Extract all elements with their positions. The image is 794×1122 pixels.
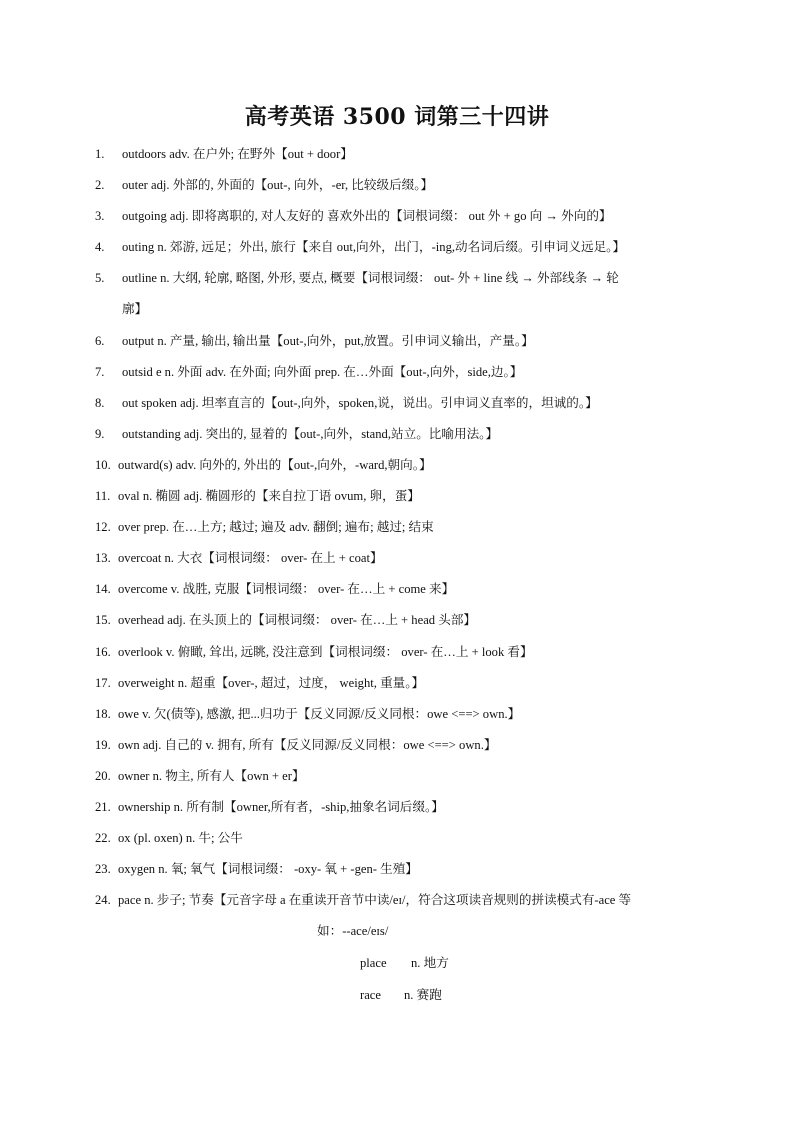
vocab-entry [0,672,794,703]
entry-number: 5. [95,271,105,286]
vocab-entry [0,547,794,578]
entry-number: 3. [95,209,105,224]
entry-text: over prep. 在…上方; 越过; 遍及 adv. 翻倒; 遍布; 越过; 结束 [118,520,434,535]
entry-number: 12. [95,520,111,535]
entry-text: oxygen n. 氧; 氧气【词根词缀： -oxy- 氧 + -gen- 生殖】 [118,862,418,877]
entry-number: 22. [95,831,111,846]
entry-text: overlook v. 俯瞰, 耸出, 远眺, 没注意到【词根词缀： over- 在…上 + look 看】 [118,644,533,659]
entry-text: own adj. 自己的 v. 拥有, 所有【反义同源/反义同根：owe <==> own.】 [118,737,497,752]
entry-text: outsid e n. 外面 adv. 在外面; 向外面 prep. 在…外面【out-,向外，side,边。】 [122,364,523,379]
example-intro: 如：--ace/eɪs/ [317,924,389,938]
entry-number: 11. [95,489,111,504]
example-word: place [360,956,387,970]
vocab-entry [0,889,794,920]
entry-text: outgoing adj. 即将离职的, 对人友好的 喜欢外出的【词根词缀： out 外 + go 向 → 外向的】 [122,209,612,224]
vocab-entry [0,454,794,485]
entry-text: outward(s) adv. 向外的, 外出的【out-,向外，-ward,朝向。】 [118,457,432,472]
vocab-entry [0,392,794,423]
vocab-entry [0,267,794,298]
entry-text: pace n. 步子; 节奏【元音字母 a 在重读开音节中读/eɪ/，符合这项读音规则的拼读模式有-ace 等 [118,893,632,908]
vocab-entry [0,765,794,796]
vocab-entry [0,734,794,765]
entry-number: 24. [95,893,111,908]
vocab-entry [0,516,794,547]
entry-number: 15. [95,613,111,628]
entry-number: 14. [95,582,111,597]
vocab-entry [0,330,794,361]
entry-text: outer adj. 外部的, 外面的【out-, 向外，-er, 比较级后缀。】 [122,178,434,193]
vocab-entry [0,796,794,827]
vocab-entry [0,578,794,609]
entry-text: outdoors adv. 在户外; 在野外【out + door】 [122,147,353,161]
entry-number: 6. [95,333,105,348]
entry-text: overhead adj. 在头顶上的【词根词缀： over- 在…上 + head 头部】 [118,613,477,628]
example-word: race [360,988,381,1002]
page-title: 高考英语 3500 词第三十四讲 [244,104,550,130]
entry-text: output n. 产量, 输出, 输出量【out-,向外，put,放置。引申词义输出，产量。】 [122,333,534,348]
entry-number: 13. [95,551,111,566]
vocab-entry [0,703,794,734]
vocab-entry [0,143,794,174]
entry-continuation [0,298,794,329]
entry-text-continued: 廓】 [122,302,148,317]
entry-text: overweight n. 超重【over-, 超过，过度， weight, 重量。】 [118,675,425,690]
entry-text: ox (pl. oxen) n. 牛; 公牛 [118,831,243,846]
vocab-entry [0,858,794,889]
vocab-entry [0,423,794,454]
vocab-entry [0,609,794,640]
entry-text: out spoken adj. 坦率直言的【out-,向外，spoken,说，说出。引申词义直率的，坦诚的。】 [122,395,598,410]
vocab-entry [0,827,794,858]
vocab-entry [0,641,794,672]
example-meaning: n. 地方 [411,956,449,970]
entry-number: 19. [95,737,111,752]
entry-number: 9. [95,426,105,441]
vocab-entry [0,361,794,392]
entry-text: overcoat n. 大衣【词根词缀： over- 在上 + coat】 [118,551,383,566]
vocab-entry [0,174,794,205]
entry-number: 2. [95,178,105,193]
entry-number: 8. [95,395,105,410]
entry-number: 20. [95,768,111,783]
entry-number: 18. [95,706,111,721]
entry-text: outstanding adj. 突出的, 显着的【out-,向外，stand,站立。比喻用法。】 [122,426,499,441]
vocab-entry [0,236,794,267]
entry-text: outline n. 大纲, 轮廓, 略图, 外形, 要点, 概要【词根词缀： out- 外 + line 线 → 外部线条 → 轮 [122,271,619,286]
example-meaning: n. 赛跑 [404,988,442,1002]
entry-text: ownership n. 所有制【owner,所有者，-ship,抽象名词后缀。】 [118,799,444,814]
vocabulary-list [0,143,794,920]
entry-text: oval n. 椭圆 adj. 椭圆形的【来自拉丁语 ovum, 卵，蛋】 [118,489,420,504]
entry-number: 17. [95,675,111,690]
entry-text: owe v. 欠(债等), 感激, 把...归功于【反义同源/反义同根：owe <==> own.】 [118,706,521,721]
entry-text: outing n. 郊游, 远足；外出, 旅行【来自 out,向外，出门，-ing,动名词后缀。引申词义远足。】 [122,240,626,255]
entry-number: 16. [95,644,111,659]
vocab-entry [0,485,794,516]
entry-number: 10. [95,457,111,472]
entry-number: 1. [95,147,105,161]
vocab-entry [0,205,794,236]
entry-text: overcome v. 战胜, 克服【词根词缀： over- 在…上 + come 来】 [118,582,455,597]
entry-number: 7. [95,364,105,379]
entry-text: owner n. 物主, 所有人【own + er】 [118,768,305,783]
entry-number: 23. [95,862,111,877]
entry-number: 4. [95,240,105,255]
entry-number: 21. [95,799,111,814]
